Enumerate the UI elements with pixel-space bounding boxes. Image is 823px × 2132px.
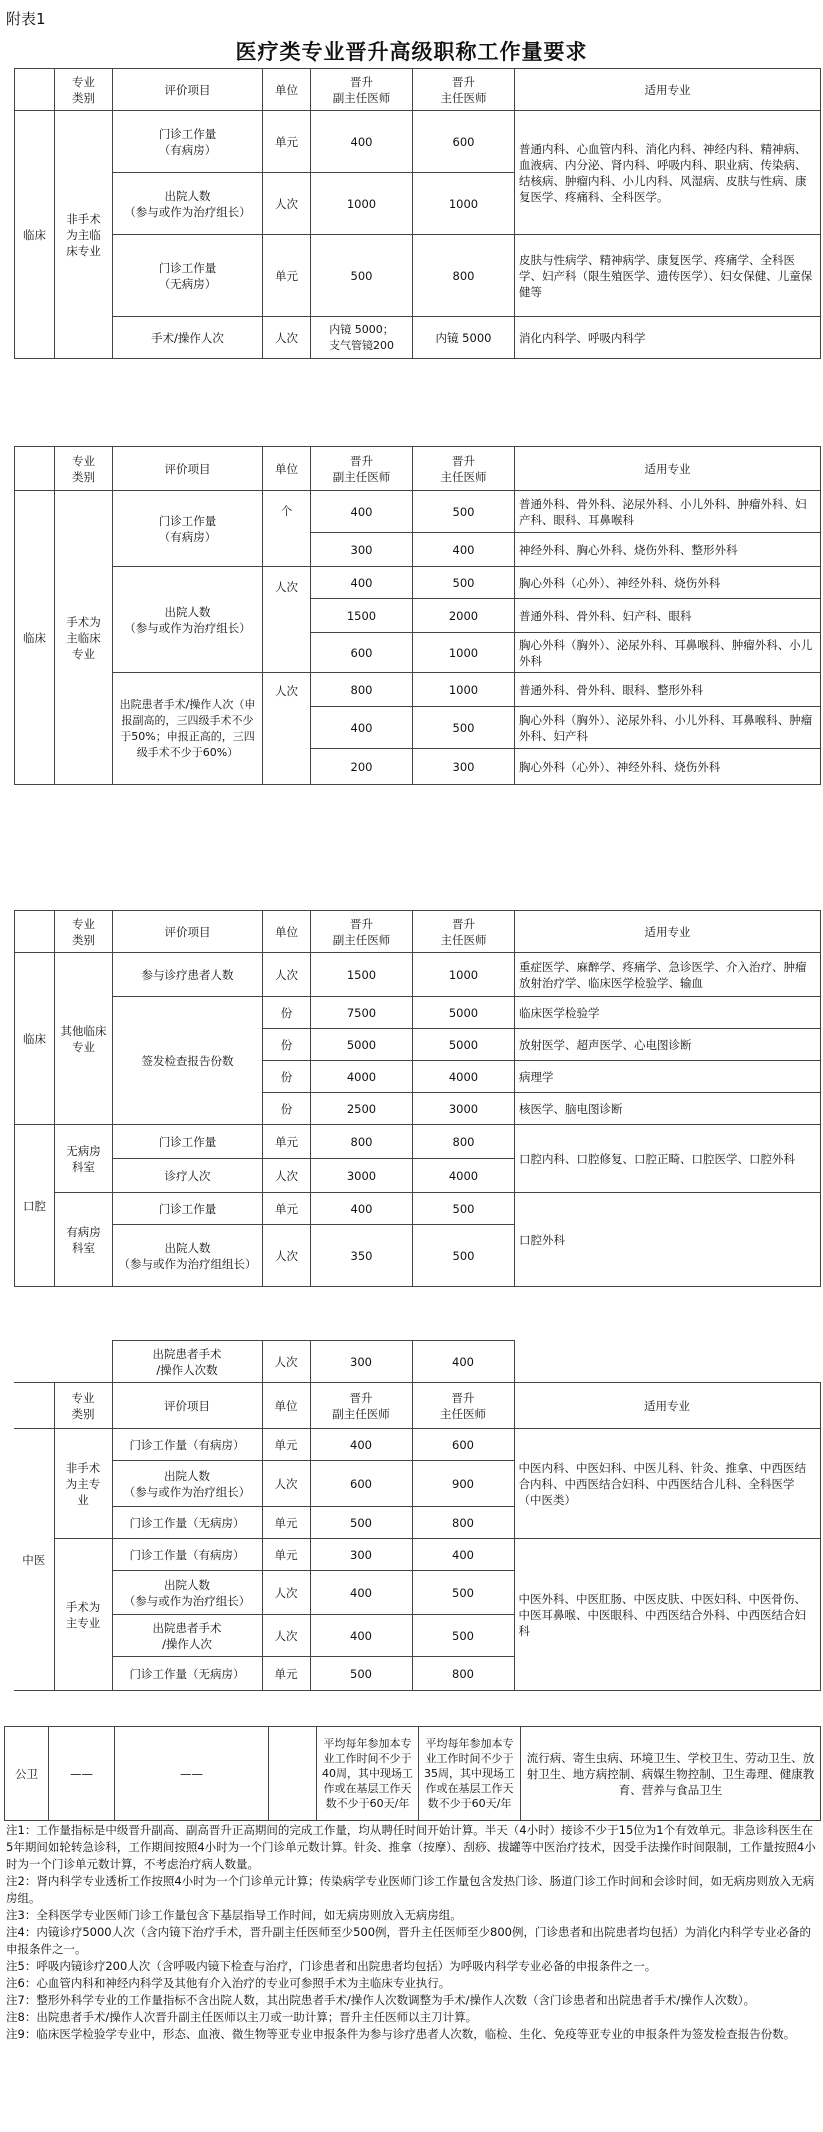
chief-cell: 1000 [413,173,515,235]
header-item: 评价项目 [112,1383,262,1429]
header-scope: 适用专业 [515,69,821,111]
header-unit: 单位 [262,1383,310,1429]
domain-cell: 口腔 [15,1125,55,1287]
deputy-cell: 200 [311,749,413,785]
unit-cell: 个 [263,491,311,567]
deputy-cell: 300 [311,533,413,567]
corner-cell [14,1383,54,1429]
header-scope: 适用专业 [515,911,821,953]
chief-cell: 5000 [413,1029,515,1061]
unit-cell: 单元 [262,1539,310,1571]
scope-cell: 口腔外科 [515,1193,821,1287]
header-scope: 适用专业 [515,447,821,491]
item-cell: 出院患者手术/操作人次（申报副高的，三四级手术不少于50%；申报正高的，三四级手术不少于60%） [113,673,263,785]
corner-cell [15,447,55,491]
chief-cell: 500 [412,1571,514,1615]
item-cell: 签发检查报告份数 [113,997,263,1125]
note-5: 注5：呼吸内镜诊疗200人次（含呼吸内镜下检查与治疗，门诊患者和出院患者均包括）为呼吸内科学专业必备的申报条件之一。 [6,1959,657,1973]
unit-cell [269,1727,317,1821]
chief-cell: 600 [412,1429,514,1461]
item-cell: 手术/操作人次 [113,317,263,359]
item-cell: 诊疗人次 [113,1159,263,1193]
chief-cell: 1000 [413,673,515,707]
item-cell: 门诊工作量（有病房） [112,1539,262,1571]
item-cell: 出院患者手术 /操作人次 [112,1615,262,1657]
note-2: 注2：肾内科学专业透析工作按照4小时为一个门诊单元计算；传染病学专业医师门诊工作量包含发热门诊、肠道门诊工作时间和会诊时间，如无病房则放入无病房组。 [6,1874,815,1905]
deputy-cell: 400 [310,1571,412,1615]
note-6: 注6：心血管内科和神经内科学及其他有介入治疗的专业可参照手术为主临床专业执行。 [6,1976,451,1990]
deputy-cell: 800 [311,1125,413,1159]
category-cell: 非手术 为主临 床专业 [55,111,113,359]
scope-cell: 核医学、脑电图诊断 [515,1093,821,1125]
deputy-cell: 4000 [311,1061,413,1093]
domain-cell: 临床 [15,953,55,1125]
header-chief: 晋升 主任医师 [413,447,515,491]
attachment-label: 附表1 [6,10,46,28]
chief-cell: 800 [413,1125,515,1159]
header-deputy: 晋升 副主任医师 [310,1383,412,1429]
domain-cell: 公卫 [5,1727,49,1821]
header-chief: 晋升 主任医师 [413,69,515,111]
unit-cell: 单元 [262,1657,310,1691]
table-other-and-dental [14,910,821,1287]
table-public-health [4,1726,821,1821]
deputy-cell: 400 [311,1193,413,1225]
note-4: 注4：内镜诊疗5000人次（含内镜下治疗手术，晋升副主任医师至少500例，晋升主任医师至少800例，门诊患者和出院患者均包括）为消化内科学专业必备的申报条件之一。 [6,1925,811,1956]
note-1: 注1：工作量指标是中级晋升副高、副高晋升正高期间的完成工作量，均从聘任时间开始计算。半天（4小时）接诊不少于15位为1个有效单元。非急诊科医生在5年期间如轮转急诊科，工作期间按照4小时为一个门诊单元数计算。针灸、推拿（按摩）、刮痧、拔罐等中医治疗技术，因受手法操作时间限制，工作量按照4小时为一个门诊单元数计算，不考虑治疗病人数量。 [6,1823,816,1871]
unit-cell: 单元 [263,111,311,173]
scope-cell: 胸心外科（心外）、神经外科、烧伤外科 [515,567,821,599]
deputy-cell: 500 [311,235,413,317]
note-3: 注3：全科医学专业医师门诊工作量包含下基层指导工作时间，如无病房则放入无病房组。 [6,1908,462,1922]
scope-cell: 中医内科、中医妇科、中医儿科、针灸、推拿、中西医结合内科、中西医结合妇科、中西医结合儿科、全科医学（中医类） [514,1429,820,1539]
header-category: 专业 类别 [55,69,113,111]
unit-cell: 人次 [263,673,311,785]
deputy-cell: 350 [311,1225,413,1287]
header-deputy: 晋升 副主任医师 [311,447,413,491]
unit-cell: 单元 [262,1507,310,1539]
unit-cell: 份 [263,1093,311,1125]
note-7: 注7：整形外科学专业的工作量指标不含出院人数，其出院患者手术/操作人次数调整为手术/操作人次数（含门诊患者和出院患者手术/操作人次数）。 [6,1993,756,2007]
deputy-cell: 400 [310,1429,412,1461]
header-deputy: 晋升 副主任医师 [311,69,413,111]
unit-cell: 人次 [263,567,311,673]
deputy-cell: 2500 [311,1093,413,1125]
item-cell: 门诊工作量 （有病房） [113,111,263,173]
chief-cell: 2000 [413,599,515,633]
header-deputy: 晋升 副主任医师 [311,911,413,953]
deputy-cell: 600 [311,633,413,673]
scope-cell: 普通内科、心血管内科、消化内科、神经内科、精神病、血液病、内分泌、肾内科、呼吸内科、职业病、传染病、结核病、肿瘤内科、小儿内科、风湿病、皮肤与性病、康复医学、疼痛科、全科医学。 [515,111,821,235]
deputy-cell: 300 [310,1539,412,1571]
deputy-cell: 1500 [311,953,413,997]
scope-cell: 重症医学、麻醉学、疼痛学、急诊医学、介入治疗、肿瘤放射治疗学、临床医学检验学、输血 [515,953,821,997]
deputy-cell: 400 [311,111,413,173]
chief-cell: 800 [412,1507,514,1539]
corner-cell [15,911,55,953]
deputy-cell: 1000 [311,173,413,235]
scope-cell: 普通外科、骨外科、泌尿外科、小儿外科、肿瘤外科、妇产科、眼科、耳鼻喉科 [515,491,821,533]
blank-cell [54,1341,112,1383]
item-cell: 门诊工作量 （有病房） [113,491,263,567]
scope-cell: 皮肤与性病学、精神病学、康复医学、疼痛学、全科医学、妇产科（限生殖医学、遗传医学）、妇女保健、儿童保健等 [515,235,821,317]
chief-cell: 900 [412,1461,514,1507]
category-cell: 其他临床专业 [55,953,113,1125]
deputy-cell: 300 [310,1341,412,1383]
chief-cell: 500 [413,567,515,599]
chief-cell: 600 [413,111,515,173]
chief-cell: 500 [412,1615,514,1657]
scope-cell: 中医外科、中医肛肠、中医皮肤、中医妇科、中医骨伤、中医耳鼻喉、中医眼科、中西医结合外科、中西医结合妇科 [514,1539,820,1691]
domain-cell: 临床 [15,491,55,785]
deputy-cell: 500 [310,1657,412,1691]
header-chief: 晋升 主任医师 [413,911,515,953]
unit-cell: 人次 [263,1225,311,1287]
category-cell: —— [49,1727,115,1821]
scope-cell: 流行病、寄生虫病、环境卫生、学校卫生、劳动卫生、放射卫生、地方病控制、病媒生物控制、卫生毒理、健康教育、营养与食品卫生 [521,1727,821,1821]
deputy-cell: 1500 [311,599,413,633]
unit-cell: 单元 [263,1125,311,1159]
scope-cell: 病理学 [515,1061,821,1093]
unit-cell: 人次 [262,1571,310,1615]
scope-cell: 放射医学、超声医学、心电图诊断 [515,1029,821,1061]
deputy-cell: 3000 [311,1159,413,1193]
corner-cell [15,69,55,111]
chief-cell: 1000 [413,953,515,997]
item-cell: 门诊工作量 （无病房） [113,235,263,317]
unit-cell: 单元 [262,1429,310,1461]
chief-cell: 4000 [413,1159,515,1193]
scope-cell: 胸心外科（胸外）、泌尿外科、耳鼻喉科、肿瘤外科、小儿外科 [515,633,821,673]
note-8: 注8：出院患者手术/操作人次晋升副主任医师以主刀或一助计算；晋升主任医师以主刀计算。 [6,2010,478,2024]
blank-cell [514,1341,820,1383]
scope-cell: 胸心外科（心外）、神经外科、烧伤外科 [515,749,821,785]
scope-cell: 口腔内科、口腔修复、口腔正畸、口腔医学、口腔外科 [515,1125,821,1193]
unit-cell: 人次 [263,173,311,235]
category-cell: 无病房 科室 [55,1125,113,1193]
chief-cell: 平均每年参加本专业工作时间不少于35周，其中现场工作或在基层工作天数不少于60天/年 [419,1727,521,1821]
domain-cell: 中医 [14,1429,54,1691]
note-9: 注9：临床医学检验学专业中，形态、血液、微生物等亚专业申报条件为参与诊疗患者人次数，临检、生化、免疫等亚专业的申报条件为签发检查报告份数。 [6,2027,796,2041]
header-unit: 单位 [263,447,311,491]
chief-cell: 400 [412,1539,514,1571]
notes [6,1822,816,2043]
table-tcm [14,1340,821,1691]
header-item: 评价项目 [113,69,263,111]
unit-cell: 单元 [263,235,311,317]
unit-cell: 份 [263,1061,311,1093]
unit-cell: 人次 [263,1159,311,1193]
header-category: 专业 类别 [55,447,113,491]
deputy-cell: 400 [310,1615,412,1657]
chief-cell: 内镜 5000 [413,317,515,359]
deputy-cell: 800 [311,673,413,707]
deputy-cell: 5000 [311,1029,413,1061]
domain-cell: 临床 [15,111,55,359]
chief-cell: 800 [413,235,515,317]
scope-cell: 胸心外科（胸外）、泌尿外科、小儿外科、耳鼻喉科、肿瘤外科、妇产科 [515,707,821,749]
scope-cell: 普通外科、骨外科、眼科、整形外科 [515,673,821,707]
item-cell: 门诊工作量 [113,1125,263,1159]
scope-cell: 神经外科、胸心外科、烧伤外科、整形外科 [515,533,821,567]
deputy-cell: 400 [311,707,413,749]
header-category: 专业 类别 [54,1383,112,1429]
item-cell: —— [115,1727,269,1821]
item-cell: 出院人数 （参与或作为治疗组组长） [113,1225,263,1287]
item-cell: 出院患者手术 /操作人次数 [112,1341,262,1383]
item-cell: 出院人数 （参与或作为治疗组长） [112,1461,262,1507]
category-cell: 手术为 主临床 专业 [55,491,113,785]
header-item: 评价项目 [113,911,263,953]
item-cell: 门诊工作量（无病房） [112,1507,262,1539]
deputy-cell: 400 [311,567,413,599]
unit-cell: 份 [263,1029,311,1061]
chief-cell: 3000 [413,1093,515,1125]
category-cell: 有病房 科室 [55,1193,113,1287]
blank-cell [14,1341,54,1383]
chief-cell: 400 [412,1341,514,1383]
item-cell: 出院人数 （参与或作为治疗组长） [113,567,263,673]
unit-cell: 人次 [262,1615,310,1657]
header-unit: 单位 [263,911,311,953]
chief-cell: 4000 [413,1061,515,1093]
unit-cell: 单元 [263,1193,311,1225]
deputy-cell: 600 [310,1461,412,1507]
item-cell: 门诊工作量（无病房） [112,1657,262,1691]
scope-cell: 临床医学检验学 [515,997,821,1029]
chief-cell: 400 [413,533,515,567]
item-cell: 门诊工作量（有病房） [112,1429,262,1461]
chief-cell: 500 [413,491,515,533]
chief-cell: 500 [413,707,515,749]
item-cell: 出院人数 （参与或作为治疗组长） [113,173,263,235]
chief-cell: 500 [413,1225,515,1287]
unit-cell: 份 [263,997,311,1029]
item-cell: 参与诊疗患者人数 [113,953,263,997]
deputy-cell: 内镜 5000； 支气管镜200 [311,317,413,359]
deputy-cell: 400 [311,491,413,533]
item-cell: 门诊工作量 [113,1193,263,1225]
header-scope: 适用专业 [514,1383,820,1429]
header-chief: 晋升 主任医师 [412,1383,514,1429]
unit-cell: 人次 [263,317,311,359]
deputy-cell: 7500 [311,997,413,1029]
header-item: 评价项目 [113,447,263,491]
item-cell: 出院人数 （参与或作为治疗组长） [112,1571,262,1615]
scope-cell: 普通外科、骨外科、妇产科、眼科 [515,599,821,633]
header-unit: 单位 [263,69,311,111]
category-cell: 非手术 为主专 业 [54,1429,112,1539]
chief-cell: 800 [412,1657,514,1691]
deputy-cell: 500 [310,1507,412,1539]
unit-cell: 人次 [262,1461,310,1507]
chief-cell: 300 [413,749,515,785]
category-cell: 手术为 主专业 [54,1539,112,1691]
unit-cell: 人次 [262,1341,310,1383]
deputy-cell: 平均每年参加本专业工作时间不少于40周，其中现场工作或在基层工作天数不少于60天/年 [317,1727,419,1821]
table-surgical [14,446,821,785]
scope-cell: 消化内科学、呼吸内科学 [515,317,821,359]
table-nonsurgical [14,68,821,359]
header-category: 专业 类别 [55,911,113,953]
chief-cell: 500 [413,1193,515,1225]
unit-cell: 人次 [263,953,311,997]
chief-cell: 1000 [413,633,515,673]
chief-cell: 5000 [413,997,515,1029]
page-title: 医疗类专业晋升高级职称工作量要求 [235,40,588,64]
